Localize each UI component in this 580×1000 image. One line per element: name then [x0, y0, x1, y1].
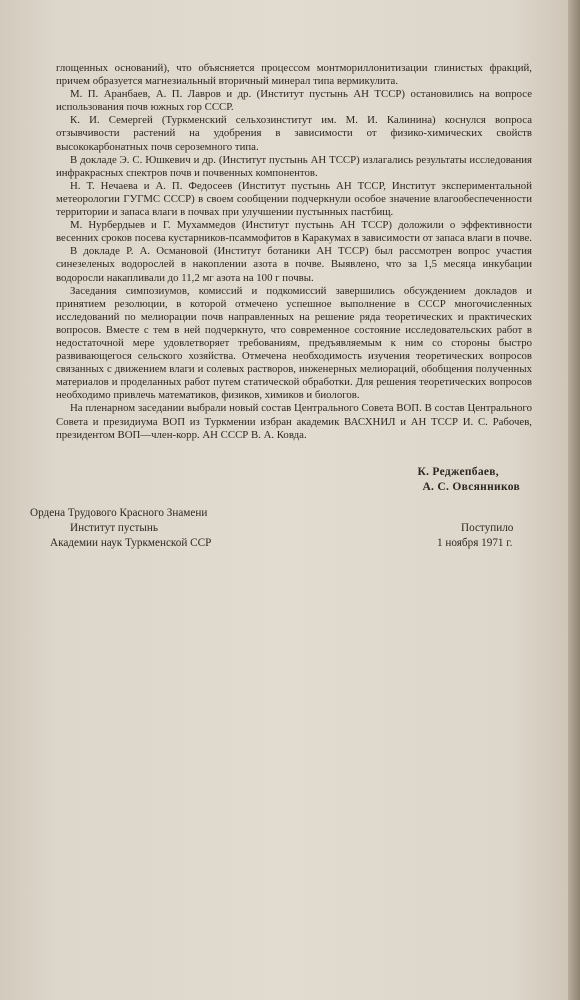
- author-name: А. С. Овсянников: [422, 480, 520, 493]
- author-name: К. Реджепбаев,: [417, 466, 499, 478]
- institution-line: Академии наук Туркменской ССР: [50, 536, 212, 549]
- page-edge: [568, 0, 580, 1000]
- paragraph: Заседания симпозиумов, комиссий и подкомиссий завершились обсуждением докладов и принятием резолюции, в которой отмечено успешное выполнение в СССР многочисленных исследований по мелиорации почв направленных на решение ряда теоретических и практических вопросов. Вместе с тем в ней подчеркнуто, что современное состояние исследовательских работ в недостаточной мере удовлетворяет требованиям, предъявляемым к ним со стороны быстро развивающегося сельского хозяйства. Отмечена необходимость изучения теоретических вопросов связанных с движением влаги и солевых растворов, инженерных мелиораций, обобщения полученных материалов и проделанных работ путем статической обработки. Для решения теоретических вопросов необходимо привлечь математиков, физиков, химиков и биологов.: [56, 284, 532, 402]
- paragraph: На пленарном заседании выбрали новый состав Центрального Совета ВОП. В состав Центрального Совета и президиума ВОП из Туркмении избран академик ВАСХНИЛ и АН ТССР И. С. Рабочев, президентом ВОП—член-корр. АН СССР В. А. Ковда.: [56, 402, 532, 441]
- received-label: Поступило: [461, 522, 514, 534]
- paragraph: Н. Т. Нечаева и А. П. Федосеев (Институт пустынь АН ТССР, Институт экспериментальной метеорологии ГУГМС СССР) в своем сообщении подчеркнули особое значение влагообеспеченности территории и запаса влаги в почвах при улучшении пустынных пастбищ.: [56, 179, 532, 219]
- author-signature: [417, 465, 520, 494]
- received-block: [437, 521, 513, 551]
- institution-line: Ордена Трудового Красного Знамени: [30, 507, 208, 519]
- paragraph: В докладе Э. С. Юшкевич и др. (Институт пустынь АН ТССР) излагались результаты исследования инфракрасных спектров почв и почвенных компонентов.: [56, 153, 532, 179]
- received-date: 1 ноября 1971 г.: [437, 536, 513, 549]
- paragraph: В докладе Р. А. Османовой (Институт ботаники АН ТССР) был рассмотрен вопрос участия синезеленых водорослей в накоплении азота в почве. Выявлено, что за 1,5 месяца инкубации водоросли накапливали до 11,2 мг азота на 100 г почвы.: [56, 245, 532, 284]
- institution-line: Институт пустынь: [70, 521, 158, 534]
- paragraph: М. П. Аранбаев, А. П. Лавров и др. (Институт пустынь АН ТССР) остановились на вопросе использования почв южных гор СССР.: [56, 88, 532, 114]
- paragraph: глощенных оснований), что объясняется процессом монтмориллонитизации глинистых фракций, причем образуется магнезиальный вторичный минерал типа вермикулита.: [56, 62, 532, 88]
- paragraph: М. Нурбердыев и Г. Мухаммедов (Институт пустынь АН ТССР) доложили о эффективности весенних сроков посева кустарников-псаммофитов в Каракумах в зависимости от запаса влаги в почве.: [56, 219, 532, 245]
- article-text: [56, 62, 532, 442]
- institution-block: [30, 506, 211, 550]
- paragraph: К. И. Семергей (Туркменский сельхозинститут им. М. И. Калинина) коснулся вопроса отзывчивости растений на удобрения в зависимости от физико-химических свойств высококарбонатных почв сероземного типа.: [56, 114, 532, 153]
